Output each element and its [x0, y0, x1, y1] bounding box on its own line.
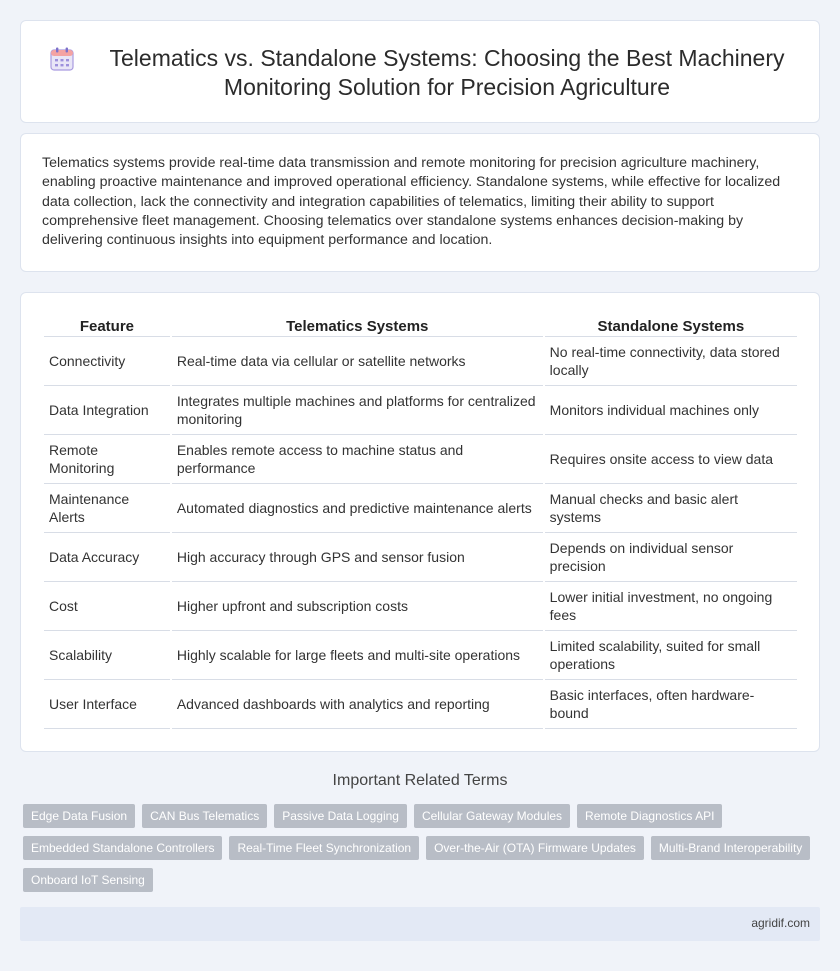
- telematics-cell: Automated diagnostics and predictive maintenance alerts: [172, 484, 543, 533]
- feature-cell: Data Integration: [44, 386, 170, 435]
- related-term-tag[interactable]: Edge Data Fusion: [23, 804, 135, 828]
- related-term-tag[interactable]: Embedded Standalone Controllers: [23, 836, 222, 860]
- header-telematics: Telematics Systems: [172, 313, 543, 337]
- telematics-cell: Integrates multiple machines and platforms for centralized monitoring: [172, 386, 543, 435]
- comparison-table: [42, 313, 799, 729]
- table-row: [44, 582, 797, 631]
- table-row: [44, 386, 797, 435]
- header-feature: Feature: [44, 313, 170, 337]
- calendar-icon: [49, 46, 75, 72]
- telematics-cell: Enables remote access to machine status and performance: [172, 435, 543, 484]
- table-row: [44, 484, 797, 533]
- standalone-cell: Lower initial investment, no ongoing fees: [545, 582, 797, 631]
- related-term-tag[interactable]: CAN Bus Telematics: [142, 804, 267, 828]
- telematics-cell: Higher upfront and subscription costs: [172, 582, 543, 631]
- telematics-cell: Real-time data via cellular or satellite networks: [172, 337, 543, 386]
- standalone-cell: Requires onsite access to view data: [545, 435, 797, 484]
- intro-card: [20, 133, 820, 272]
- related-term-tag[interactable]: Remote Diagnostics API: [577, 804, 722, 828]
- footer-site-link[interactable]: agridif.com: [751, 916, 810, 930]
- table-row: [44, 435, 797, 484]
- standalone-cell: No real-time connectivity, data stored locally: [545, 337, 797, 386]
- header-standalone: Standalone Systems: [545, 313, 797, 337]
- telematics-cell: Advanced dashboards with analytics and reporting: [172, 680, 543, 729]
- footer: [20, 907, 820, 941]
- related-term-tag[interactable]: Over-the-Air (OTA) Firmware Updates: [426, 836, 644, 860]
- related-term-tag[interactable]: Onboard IoT Sensing: [23, 868, 153, 892]
- feature-cell: Remote Monitoring: [44, 435, 170, 484]
- table-row: [44, 533, 797, 582]
- table-row: [44, 337, 797, 386]
- telematics-cell: High accuracy through GPS and sensor fusion: [172, 533, 543, 582]
- related-terms-title: Important Related Terms: [332, 772, 508, 789]
- standalone-cell: Limited scalability, suited for small operations: [545, 631, 797, 680]
- table-row: [44, 680, 797, 729]
- title-card: [20, 20, 820, 123]
- feature-cell: Scalability: [44, 631, 170, 680]
- table-row: [44, 631, 797, 680]
- standalone-cell: Basic interfaces, often hardware-bound: [545, 680, 797, 729]
- related-term-tag[interactable]: Multi-Brand Interoperability: [651, 836, 810, 860]
- related-term-tag[interactable]: Cellular Gateway Modules: [414, 804, 570, 828]
- related-term-tag[interactable]: Passive Data Logging: [274, 804, 407, 828]
- feature-cell: Cost: [44, 582, 170, 631]
- feature-cell: Connectivity: [44, 337, 170, 386]
- standalone-cell: Monitors individual machines only: [545, 386, 797, 435]
- feature-cell: Data Accuracy: [44, 533, 170, 582]
- standalone-cell: Depends on individual sensor precision: [545, 533, 797, 582]
- table-header-row: [44, 313, 797, 337]
- related-term-tag[interactable]: Real-Time Fleet Synchronization: [229, 836, 419, 860]
- standalone-cell: Manual checks and basic alert systems: [545, 484, 797, 533]
- telematics-cell: Highly scalable for large fleets and multi-site operations: [172, 631, 543, 680]
- page-title: Telematics vs. Standalone Systems: Choosing the Best Machinery Monitoring Solution for Precision Agriculture: [109, 45, 785, 100]
- feature-cell: Maintenance Alerts: [44, 484, 170, 533]
- comparison-card: [20, 292, 820, 752]
- related-terms-list: [23, 804, 813, 892]
- intro-paragraph: Telematics systems provide real-time data transmission and remote monitoring for precision agriculture machinery, enabling proactive maintenance and improved operational efficiency. Standalone systems, while effective for localized data collection, lack the connectivity and integration capabilities of telematics, limiting their ability to support comprehensive fleet management. Choosing telematics over standalone systems enhances decision-making by delivering continuous insights into equipment performance and location.: [42, 155, 781, 249]
- feature-cell: User Interface: [44, 680, 170, 729]
